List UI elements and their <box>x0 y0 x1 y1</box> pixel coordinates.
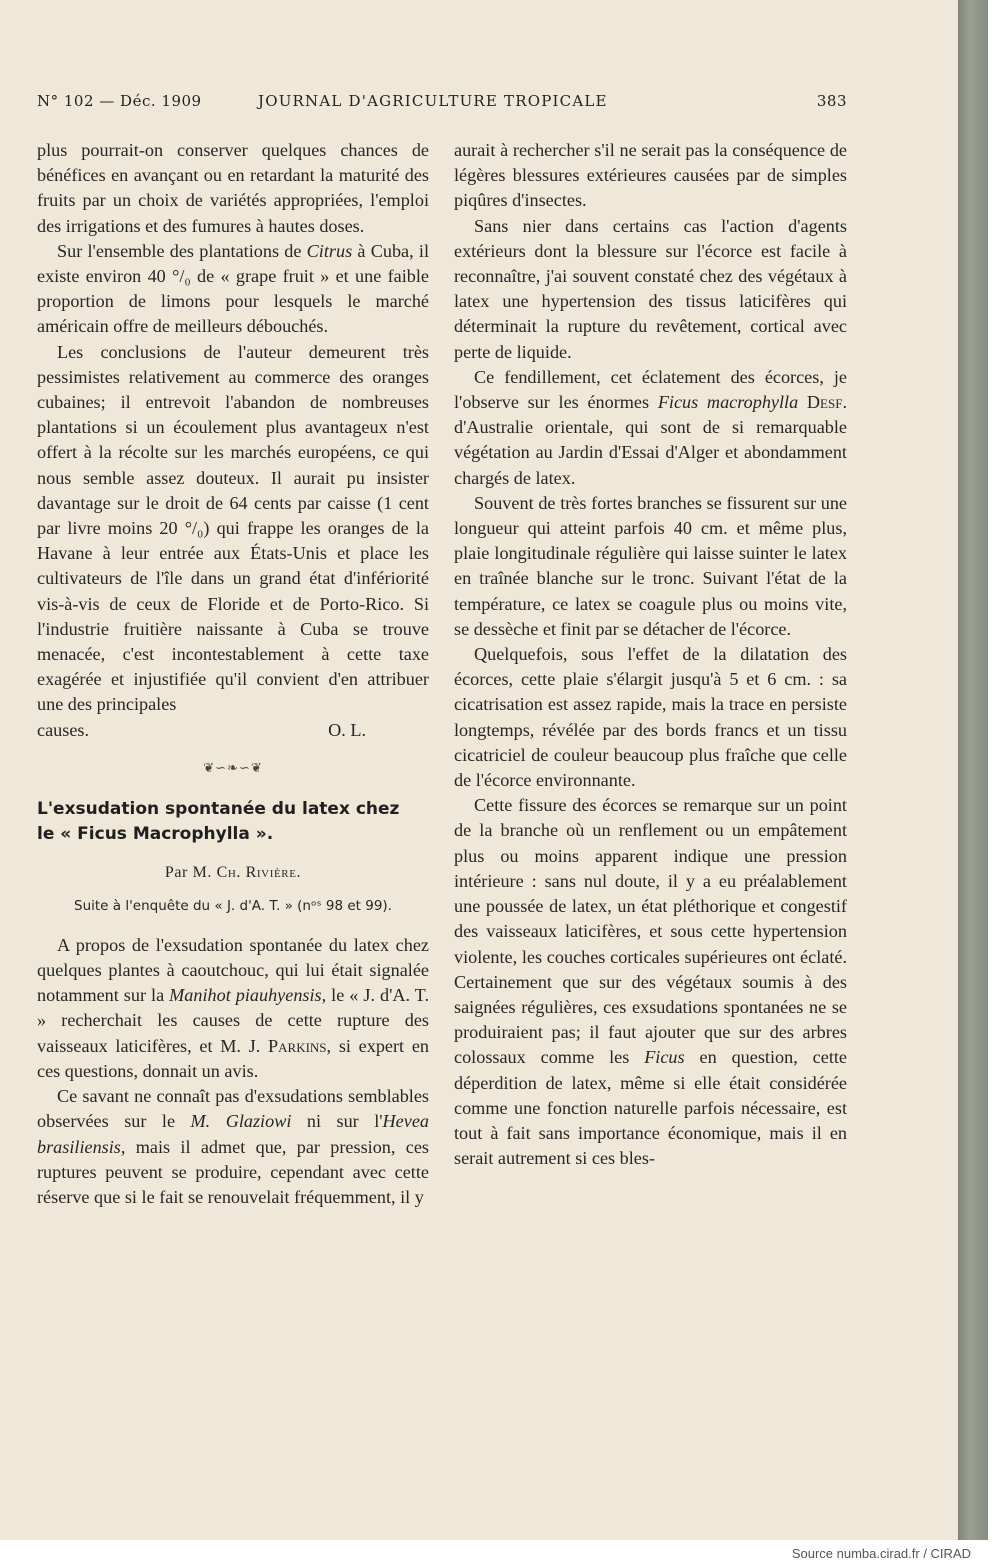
paragraph: Ce savant ne connaît pas d'exsudations semblables observées sur le M. Glaziowi ni sur l'Hevea brasiliensis, mais il admet que, par pression, ces ruptures peuvent se produire, cependant avec cette réserve que si le fait se renouvelait fréquemment, il y <box>37 1086 429 1207</box>
source-credit: Source numba.cirad.fr / CIRAD <box>791 1546 971 1561</box>
paragraph: Souvent de très fortes branches se fissurent sur une longueur qui atteint parfois 40 cm. et même plus, plaie longitudinale régulière qui laisse suinter le latex en traînée blanche sur le tronc. Suivant l'état de la température, ce latex se coagule plus ou moins vite, se dessèche et finit par se détacher de l'écorce. <box>454 492 847 639</box>
paragraph: Sur l'ensemble des plantations de Citrus à Cuba, il existe environ 40 °/₀ de « grape fruit » et une faible proportion de limons pour lesquels le marché américain offre de meilleurs débouchés. <box>37 240 429 337</box>
paragraph: Sans nier dans certains cas l'action d'agents extérieurs dont la blessure sur l'écorce est facile à reconnaître, j'ai souvent constaté chez des végétaux à latex une hypertension des tissus laticifères qui déterminait la rupture du revêtement, cortical avec perte de liquide. <box>454 215 847 362</box>
paragraph: plus pourrait-on conserver quelques chances de bénéfices en avançant ou en retardant la maturité des fruits par un choix de variétés appropriées, l'emploi des irrigations et des fumures à hautes doses. <box>37 140 429 236</box>
article-title: L'exsudation spontanée du latex chez le « Ficus Macrophylla ». <box>37 798 400 844</box>
page-margin <box>988 0 999 1540</box>
page-number: 383 <box>816 92 847 110</box>
paragraph: Ce fendillement, cet éclatement des écorces, je l'observe sur les énormes Ficus macrophylla Desf. d'Australie orientale, qui sont de si remarquable végétation au Jardin d'Essai d'Alger et abondamment chargés de latex. <box>454 366 848 488</box>
journal-title: JOURNAL D'AGRICULTURE TROPICALE <box>258 92 608 110</box>
author-initials: O. L. <box>328 719 366 740</box>
paragraph: Quelquefois, sous l'effet de la dilatation des écorces, cette plaie s'élargit jusqu'à 5 et 6 cm. : sa cicatrisation est assez rapide, mais la trace en persiste longtemps, révélée par des bords francs et un tissu cicatriciel de couleur beaucoup plus fraîche que celle de l'écorce environnante. <box>454 644 847 791</box>
left-column <box>37 138 429 1210</box>
paragraph: aurait à rechercher s'il ne serait pas la conséquence de légères blessures extérieures causées par de simples piqûres d'insectes. <box>454 140 847 211</box>
paragraph: Cette fissure des écorces se remarque sur un point de la branche où un renflement ou un empâtement plus ou moins apparent indique une pression intérieure : sans nul doute, il y a eu préalablement une poussée de latex, un état pléthorique et congestif des vaisseaux laticifères, et sous cette hypertension violente, les couches corticales supérieures ont éclaté. Certainement que sur des végétaux soumis à des saignées régulières, ces exsudations spontanées ne se produiraient pas; il faut ajouter que sur des arbres colossaux comme les Ficus en question, cette déperdition de latex, même si elle était considérée comme une fonction naturelle parfois nécessaire, est tout à fait sans importance économique, mais il en serait autrement si ces bles- <box>454 795 847 1169</box>
ornament-divider: ❦∽❧∽❦ <box>203 759 263 775</box>
running-head <box>37 92 847 114</box>
paragraph-end-signature <box>37 718 429 743</box>
continuation-note: Suite à l'enquête du « J. d'A. T. » (nᵒˢ 98 et 99). <box>74 897 392 914</box>
paragraph: Les conclusions de l'auteur demeurent très pessimistes relativement au commerce des oranges cubaines; il entrevoit l'abandon de nombreuses plantations si un écoulement plus avantageux n'est offert à la récolte sur les marchés européens, ce qui nous semble assez douteux. Il aurait pu insister davantage sur le droit de 64 cents par caisse (1 cent par livre moins 20 °/₀) qui frappe les oranges de la Havane à leur entrée aux États-Unis et place les cultivateurs de l'île dans un grand état d'infériorité vis-à-vis de ceux de Floride et de Porto-Rico. Si l'industrie fruitière naissante à Cuba se trouve menacée, c'est incontestablement à cette taxe exagérée et injustifiée qu'il convient d'en attribuer une des principales <box>37 341 429 715</box>
byline: Par M. Ch. Rivière. <box>164 863 302 881</box>
right-column <box>454 138 847 1171</box>
issue-date: N° 102 — Déc. 1909 <box>37 92 202 110</box>
page-edge <box>958 0 988 1540</box>
paragraph-last-word: causes. <box>37 719 90 740</box>
paragraph: A propos de l'exsudation spontanée du latex chez quelques plantes à caoutchouc, qui lui était signalée notamment sur la Manihot piauhyensis, le « J. d'A. T. » recherchait les causes de cette rupture des vaisseaux laticifères, et M. J. Parkins, si expert en ces questions, donnait un avis. <box>37 934 429 1081</box>
